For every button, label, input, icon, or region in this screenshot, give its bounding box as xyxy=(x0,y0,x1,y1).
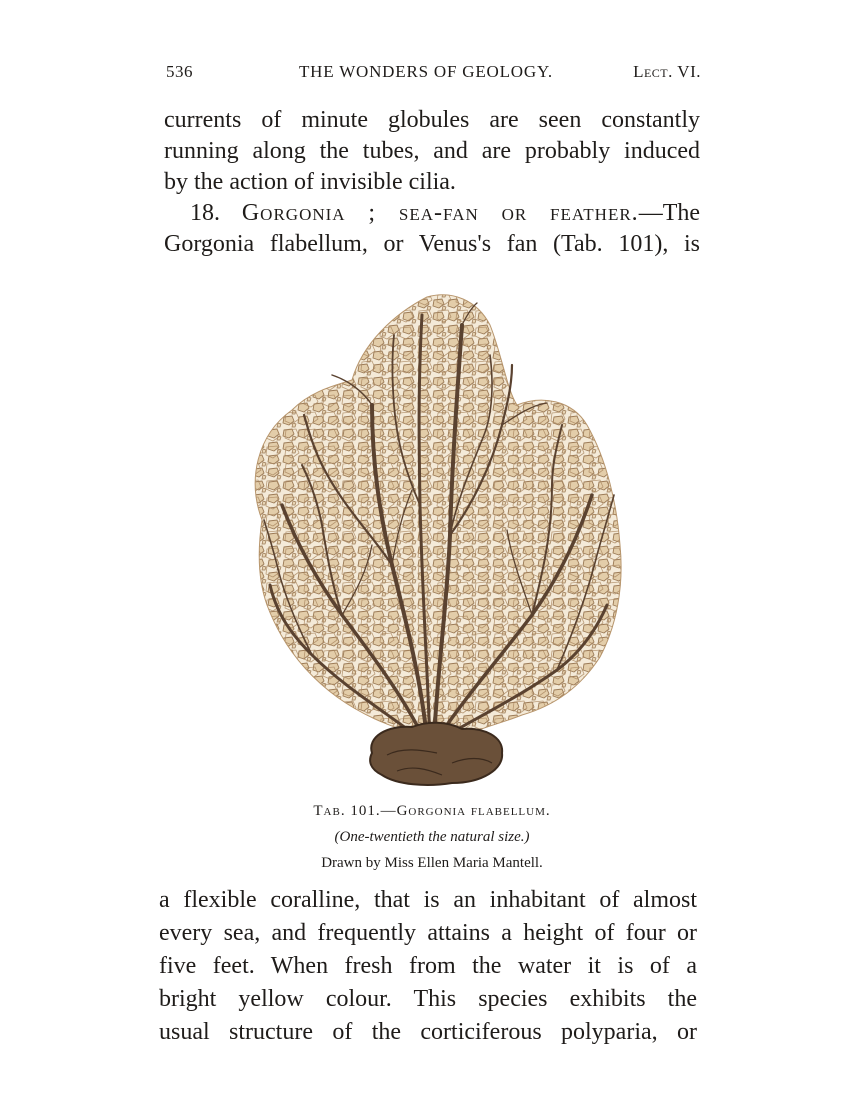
text-line: a flexible coralline, that is an inhabitant of almost xyxy=(159,887,697,913)
book-title: THE WONDERS OF GEOLOGY. xyxy=(299,62,553,81)
text-line: five feet. When fresh from the water it is of a xyxy=(159,953,697,979)
paragraph-continued xyxy=(164,105,700,198)
section-heading: Gorgonia ; sea-fan or feather. xyxy=(241,200,639,226)
figure-caption-title: Tab. 101.—Gorgonia flabellum. xyxy=(313,803,551,819)
text-line: bright yellow colour. This species exhibits the xyxy=(159,986,697,1012)
page-number: 536 xyxy=(166,62,193,81)
text-line: Gorgonia flabellum, or Venus's fan (Tab. 101), is xyxy=(164,231,700,257)
paragraph-continuation xyxy=(159,884,697,1049)
figure-caption-scale: (One-twentieth the natural size.) xyxy=(334,829,530,845)
gorgonia-sea-fan-icon xyxy=(222,285,642,790)
text-line: running along the tubes, and are probably induced xyxy=(164,138,700,164)
section-heading-tail: —The xyxy=(638,200,700,226)
running-head xyxy=(166,62,701,88)
section-paragraph xyxy=(164,198,700,260)
text-line: currents of minute globules are seen constantly xyxy=(164,107,700,133)
section-number: 18. xyxy=(190,200,220,226)
figure-caption-credit: Drawn by Miss Ellen Maria Mantell. xyxy=(321,855,543,871)
text-line: usual structure of the corticiferous polyparia, or xyxy=(159,1019,697,1045)
section-heading-line xyxy=(164,198,700,229)
text-line: every sea, and frequently attains a height of four or xyxy=(159,920,697,946)
text-line: by the action of invisible cilia. xyxy=(164,169,456,195)
lecture-label: Lect. VI. xyxy=(633,62,701,81)
